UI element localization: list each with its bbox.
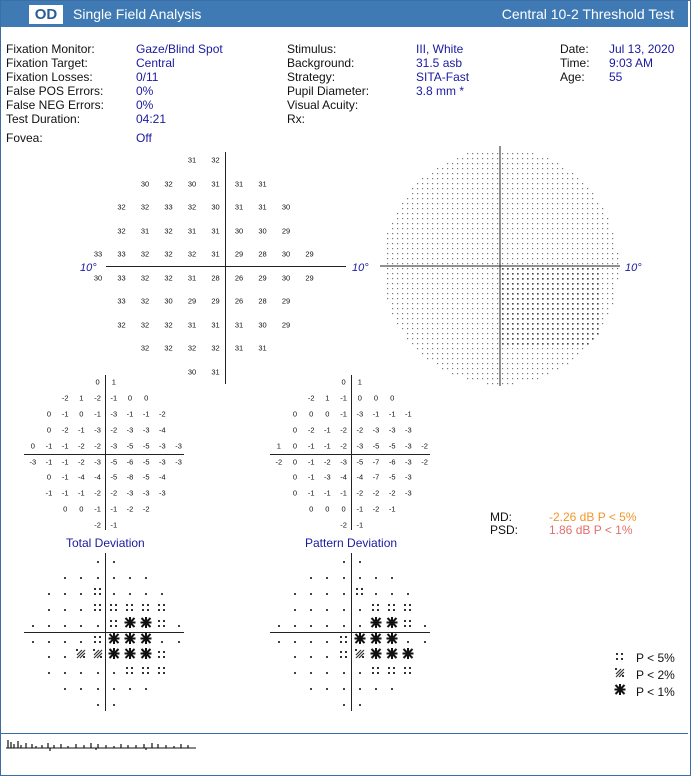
deviation-value: -1 [78, 424, 85, 434]
info-label: Background: [287, 56, 355, 70]
deviation-value: -1 [78, 488, 85, 498]
deviation-value: -8 [126, 472, 134, 482]
legend-symbol-p2 [615, 665, 625, 683]
deviation-value: -3 [110, 440, 118, 450]
deviation-value: -2 [110, 424, 118, 434]
deviation-value: -1 [142, 409, 150, 419]
threshold-value: 33 [117, 249, 126, 259]
deviation-value: 0 [309, 409, 314, 419]
threshold-value: 28 [258, 296, 267, 306]
probability-symbol [47, 662, 51, 680]
deviation-value: -1 [307, 472, 315, 482]
threshold-value: 31 [258, 343, 267, 353]
md-value: -2.26 dB P < 5% [549, 510, 637, 524]
probability-symbol [374, 678, 378, 696]
probability-symbol [404, 662, 412, 680]
deviation-value: 0 [309, 504, 314, 514]
deviation-value: -2 [421, 456, 428, 466]
deviation-value: 0 [79, 409, 84, 419]
info-value: 3.8 mm * [416, 84, 465, 98]
threshold-value: 31 [211, 366, 220, 376]
vertical-axis [225, 152, 226, 384]
deviation-value: 0 [325, 409, 330, 419]
deviation-value: -2 [61, 393, 69, 403]
deviation-value: -4 [159, 472, 166, 482]
deviation-value: -2 [94, 520, 101, 530]
threshold-value: 29 [234, 249, 244, 259]
threshold-value: 31 [234, 202, 244, 212]
deviation-value: -5 [142, 472, 150, 482]
deviation-value: -1 [356, 520, 364, 530]
threshold-value: 30 [258, 225, 267, 235]
deviation-value: -1 [61, 456, 69, 466]
deviation-value: -3 [29, 456, 37, 466]
threshold-value: 33 [93, 249, 103, 259]
deviation-value: 0 [127, 393, 133, 403]
probability-symbol [390, 678, 394, 696]
deviation-value: -3 [110, 409, 118, 419]
deviation-value: 0 [144, 393, 149, 403]
deviation-value: 0 [292, 472, 298, 482]
deviation-value: -2 [372, 488, 380, 498]
deviation-value: -1 [61, 488, 69, 498]
deviation-value: -1 [61, 472, 69, 482]
threshold-value: 29 [211, 296, 220, 306]
threshold-value: 26 [234, 296, 244, 306]
deviation-value: -2 [324, 456, 331, 466]
total-deviation-title: Total Deviation [66, 536, 145, 550]
threshold-value: 32 [187, 249, 197, 259]
deviation-value: -2 [421, 440, 428, 450]
info-value: Central [136, 56, 175, 70]
legend-label: P < 2% [636, 668, 675, 682]
deviation-value: -2 [94, 393, 101, 403]
deviation-value: 0 [341, 377, 346, 387]
info-value: Jul 13, 2020 [609, 42, 675, 56]
deviation-value: -3 [405, 488, 412, 498]
deviation-value: -1 [307, 456, 315, 466]
deviation-value: -2 [94, 488, 101, 498]
probability-symbol [96, 694, 100, 712]
probability-symbol [342, 694, 346, 712]
deviation-value: -4 [78, 472, 85, 482]
deviation-value: -6 [388, 456, 396, 466]
deviation-value: -1 [110, 504, 118, 514]
threshold-value: 29 [258, 272, 267, 282]
threshold-value: 32 [117, 202, 126, 212]
probability-symbol [144, 678, 148, 696]
deviation-value: -3 [356, 409, 364, 419]
threshold-value: 30 [281, 249, 291, 259]
info-label: Fixation Monitor: [6, 42, 95, 56]
deviation-value: -3 [142, 424, 150, 434]
axis-label-right-grey: 10° [625, 262, 642, 274]
deviation-value: -3 [405, 456, 412, 466]
threshold-value: 30 [187, 178, 197, 188]
deviation-value: -2 [356, 424, 364, 434]
deviation-value: -2 [340, 440, 347, 450]
probability-symbol [325, 678, 329, 696]
deviation-value: -3 [126, 424, 134, 434]
deviation-value: -3 [405, 424, 412, 434]
threshold-value: 26 [234, 272, 244, 282]
info-value: 31.5 asb [416, 56, 463, 70]
probability-symbol [63, 678, 67, 696]
deviation-value: -5 [142, 456, 150, 466]
info-label: Fixation Target: [6, 56, 88, 70]
deviation-value: -3 [159, 456, 166, 466]
probability-symbol [112, 694, 116, 712]
threshold-value: 31 [258, 202, 267, 212]
threshold-value: 33 [117, 272, 126, 282]
deviation-value: -4 [94, 472, 101, 482]
deviation-value: 0 [46, 472, 52, 482]
threshold-value: 32 [187, 343, 197, 353]
threshold-value: 31 [211, 225, 220, 235]
deviation-value: -4 [356, 472, 364, 482]
psd-value: 1.86 dB P < 1% [549, 523, 633, 537]
deviation-value: -2 [307, 424, 315, 434]
info-label: Test Duration: [6, 112, 81, 126]
threshold-value: 30 [211, 202, 220, 212]
deviation-value: 0 [292, 440, 298, 450]
threshold-value: 30 [140, 178, 150, 188]
horizontal-axis [106, 266, 346, 267]
deviation-value: -2 [94, 440, 101, 450]
threshold-value: 29 [187, 296, 197, 306]
threshold-value: 31 [211, 249, 220, 259]
threshold-value: 32 [164, 249, 173, 259]
deviation-value: -3 [142, 488, 150, 498]
tdp-vertical-axis [105, 553, 106, 711]
deviation-value: -3 [175, 456, 182, 466]
deviation-value: 1 [357, 377, 362, 387]
deviation-value: 1 [79, 393, 84, 403]
td-vertical-axis [105, 375, 106, 530]
legend-symbol-p1 [615, 682, 626, 700]
threshold-value: 29 [305, 272, 314, 282]
deviation-value: 0 [292, 456, 298, 466]
psd-label: PSD: [490, 523, 519, 537]
deviation-value: -3 [94, 424, 101, 434]
deviation-value: -3 [159, 488, 166, 498]
deviation-value: -1 [61, 409, 69, 419]
axis-label-right: 10° [352, 262, 369, 274]
threshold-value: 30 [281, 202, 291, 212]
deviation-value: -1 [45, 440, 53, 450]
threshold-value: 31 [258, 178, 267, 188]
info-label: Date: [560, 42, 589, 56]
threshold-value: 31 [211, 178, 220, 188]
deviation-value: -1 [45, 488, 53, 498]
axis-label-left: 10° [80, 262, 97, 274]
threshold-value: 32 [211, 343, 220, 353]
deviation-value: -3 [126, 488, 134, 498]
probability-symbol [277, 631, 281, 649]
threshold-value: 32 [140, 343, 150, 353]
info-label: Stimulus: [287, 42, 337, 56]
deviation-value: -3 [324, 472, 331, 482]
threshold-value: 29 [281, 319, 291, 329]
deviation-value: -1 [388, 504, 396, 514]
deviation-value: -3 [159, 440, 166, 450]
deviation-value: -2 [340, 520, 347, 530]
deviation-value: -1 [110, 393, 118, 403]
deviation-value: -1 [340, 409, 347, 419]
info-label: Fixation Losses: [6, 70, 93, 84]
probability-symbol [358, 694, 362, 712]
threshold-value: 31 [187, 225, 197, 235]
probability-symbol [31, 631, 35, 649]
threshold-value: 33 [164, 202, 173, 212]
threshold-value: 31 [234, 319, 244, 329]
deviation-value: -2 [159, 409, 166, 419]
deviation-value: -5 [142, 440, 150, 450]
deviation-value: -2 [388, 488, 396, 498]
deviation-value: -3 [94, 456, 101, 466]
deviation-value: 0 [341, 504, 346, 514]
deviation-value: -3 [340, 456, 347, 466]
threshold-value: 31 [187, 155, 197, 165]
deviation-value: -6 [126, 456, 134, 466]
threshold-value: 32 [164, 178, 173, 188]
deviation-value: -5 [372, 440, 380, 450]
threshold-value: 32 [140, 272, 150, 282]
info-value: 04:21 [136, 112, 167, 126]
td-horizontal-axis [24, 454, 184, 455]
deviation-value: -2 [275, 456, 283, 466]
deviation-value: -3 [175, 440, 182, 450]
deviation-value: -1 [356, 504, 364, 514]
threshold-value: 30 [281, 272, 291, 282]
deviation-value: -4 [159, 424, 166, 434]
deviation-value: -4 [340, 472, 347, 482]
threshold-value: 31 [211, 319, 220, 329]
threshold-value: 31 [140, 225, 150, 235]
deviation-value: -2 [78, 456, 85, 466]
threshold-value: 33 [117, 296, 126, 306]
threshold-value: 31 [187, 272, 197, 282]
pd-vertical-axis [351, 375, 352, 530]
deviation-value: -5 [126, 440, 134, 450]
deviation-value: -2 [372, 504, 380, 514]
probability-symbol [293, 662, 297, 680]
threshold-value: 29 [281, 296, 291, 306]
legend-label: P < 1% [636, 685, 675, 699]
deviation-value: -5 [356, 456, 364, 466]
info-label: Fovea: [6, 131, 43, 145]
deviation-value: -5 [388, 472, 396, 482]
threshold-value: 32 [164, 225, 173, 235]
deviation-value: -5 [110, 472, 118, 482]
threshold-value: 30 [234, 225, 244, 235]
deviation-value: -2 [110, 488, 118, 498]
deviation-value: -1 [340, 488, 347, 498]
deviation-value: -3 [372, 424, 380, 434]
probability-symbol [177, 631, 181, 649]
deviation-value: -2 [126, 504, 134, 514]
threshold-value: 32 [140, 319, 150, 329]
deviation-value: -2 [61, 424, 69, 434]
pattern-deviation-title: Pattern Deviation [305, 536, 398, 550]
deviation-value: -1 [307, 440, 315, 450]
info-label: False POS Errors: [6, 84, 104, 98]
info-value: Gaze/Blind Spot [136, 42, 223, 56]
deviation-value: 0 [292, 488, 298, 498]
deviation-value: 0 [373, 393, 379, 403]
info-label: Pupil Diameter: [287, 84, 370, 98]
deviation-value: 1 [276, 440, 281, 450]
deviation-value: 1 [325, 393, 330, 403]
deviation-value: -5 [110, 456, 118, 466]
gaze-tracking-graph [6, 738, 196, 756]
deviation-value: 0 [30, 440, 35, 450]
pdp-vertical-axis [351, 553, 352, 711]
threshold-value: 32 [117, 319, 126, 329]
deviation-value: -2 [142, 504, 150, 514]
threshold-value: 32 [164, 272, 173, 282]
analysis-title: Single Field Analysis [73, 6, 202, 22]
threshold-value: 32 [140, 249, 150, 259]
threshold-value: 30 [187, 366, 197, 376]
info-value: 0% [136, 98, 154, 112]
threshold-value: 31 [187, 319, 197, 329]
deviation-value: 0 [79, 504, 84, 514]
probability-symbol [128, 678, 132, 696]
deviation-value: 0 [46, 409, 52, 419]
legend-symbol-p5 [616, 648, 624, 666]
info-value: III, White [416, 42, 464, 56]
deviation-value: 1 [111, 377, 116, 387]
threshold-value: 32 [164, 343, 173, 353]
info-label: Time: [560, 56, 590, 70]
threshold-value: 32 [211, 155, 220, 165]
deviation-value: 0 [292, 424, 298, 434]
pd-horizontal-axis [270, 454, 430, 455]
deviation-value: -1 [126, 409, 134, 419]
info-value: 55 [609, 70, 623, 84]
threshold-value: 32 [140, 296, 150, 306]
deviation-value: -7 [372, 472, 380, 482]
deviation-value: -2 [78, 440, 85, 450]
info-label: Age: [560, 70, 585, 84]
probability-symbol [309, 678, 313, 696]
deviation-value: -3 [405, 440, 412, 450]
deviation-value: -5 [388, 440, 396, 450]
info-value: 0% [136, 84, 154, 98]
deviation-value: -3 [356, 440, 364, 450]
info-label: Visual Acuity: [287, 98, 359, 112]
deviation-value: -3 [405, 472, 412, 482]
md-label: MD: [490, 510, 512, 524]
threshold-value: 30 [93, 272, 103, 282]
deviation-value: -1 [94, 504, 101, 514]
threshold-value: 29 [305, 249, 314, 259]
deviation-value: -1 [45, 456, 53, 466]
threshold-value: 31 [234, 178, 244, 188]
threshold-value: 28 [211, 272, 220, 282]
deviation-value: -1 [340, 393, 347, 403]
deviation-value: 0 [292, 409, 298, 419]
deviation-value: -3 [388, 424, 396, 434]
info-label: False NEG Errors: [6, 98, 105, 112]
deviation-value: 0 [95, 377, 100, 387]
info-value: 0/11 [136, 70, 159, 84]
test-title: Central 10-2 Threshold Test [501, 6, 674, 22]
threshold-value: 31 [234, 343, 244, 353]
threshold-value: 29 [281, 225, 291, 235]
deviation-value: -1 [324, 488, 331, 498]
deviation-value: 0 [46, 424, 52, 434]
deviation-value: 0 [357, 393, 362, 403]
probability-symbol [79, 678, 83, 696]
deviation-value: 0 [325, 504, 330, 514]
deviation-value: 0 [390, 393, 395, 403]
info-value: SITA-Fast [416, 70, 470, 84]
eye-badge: OD [29, 5, 63, 24]
deviation-value: -1 [94, 409, 101, 419]
deviation-value: -1 [324, 424, 331, 434]
report-header [1, 1, 688, 27]
info-value: Off [136, 131, 152, 145]
deviation-value: -1 [110, 520, 118, 530]
deviation-value: -1 [307, 488, 315, 498]
threshold-value: 32 [187, 202, 197, 212]
deviation-value: -1 [324, 440, 331, 450]
probability-symbol [158, 662, 166, 680]
deviation-value: 0 [63, 504, 68, 514]
deviation-value: -2 [307, 393, 315, 403]
legend-label: P < 5% [636, 651, 675, 665]
deviation-value: -1 [405, 409, 412, 419]
footer-divider [1, 733, 688, 734]
info-label: Strategy: [287, 70, 336, 84]
threshold-value: 30 [258, 319, 267, 329]
deviation-value: -2 [356, 488, 364, 498]
info-value: 9:03 AM [609, 56, 654, 70]
deviation-value: -2 [340, 424, 347, 434]
threshold-value: 32 [117, 225, 126, 235]
threshold-value: 28 [258, 249, 267, 259]
deviation-value: -7 [372, 456, 380, 466]
threshold-value: 30 [164, 296, 173, 306]
threshold-value: 32 [140, 202, 150, 212]
probability-symbol [423, 631, 427, 649]
deviation-value: -1 [388, 409, 396, 419]
deviation-value: -1 [372, 409, 380, 419]
deviation-value: -1 [61, 440, 69, 450]
threshold-value: 32 [164, 319, 173, 329]
info-label: Rx: [287, 112, 305, 126]
